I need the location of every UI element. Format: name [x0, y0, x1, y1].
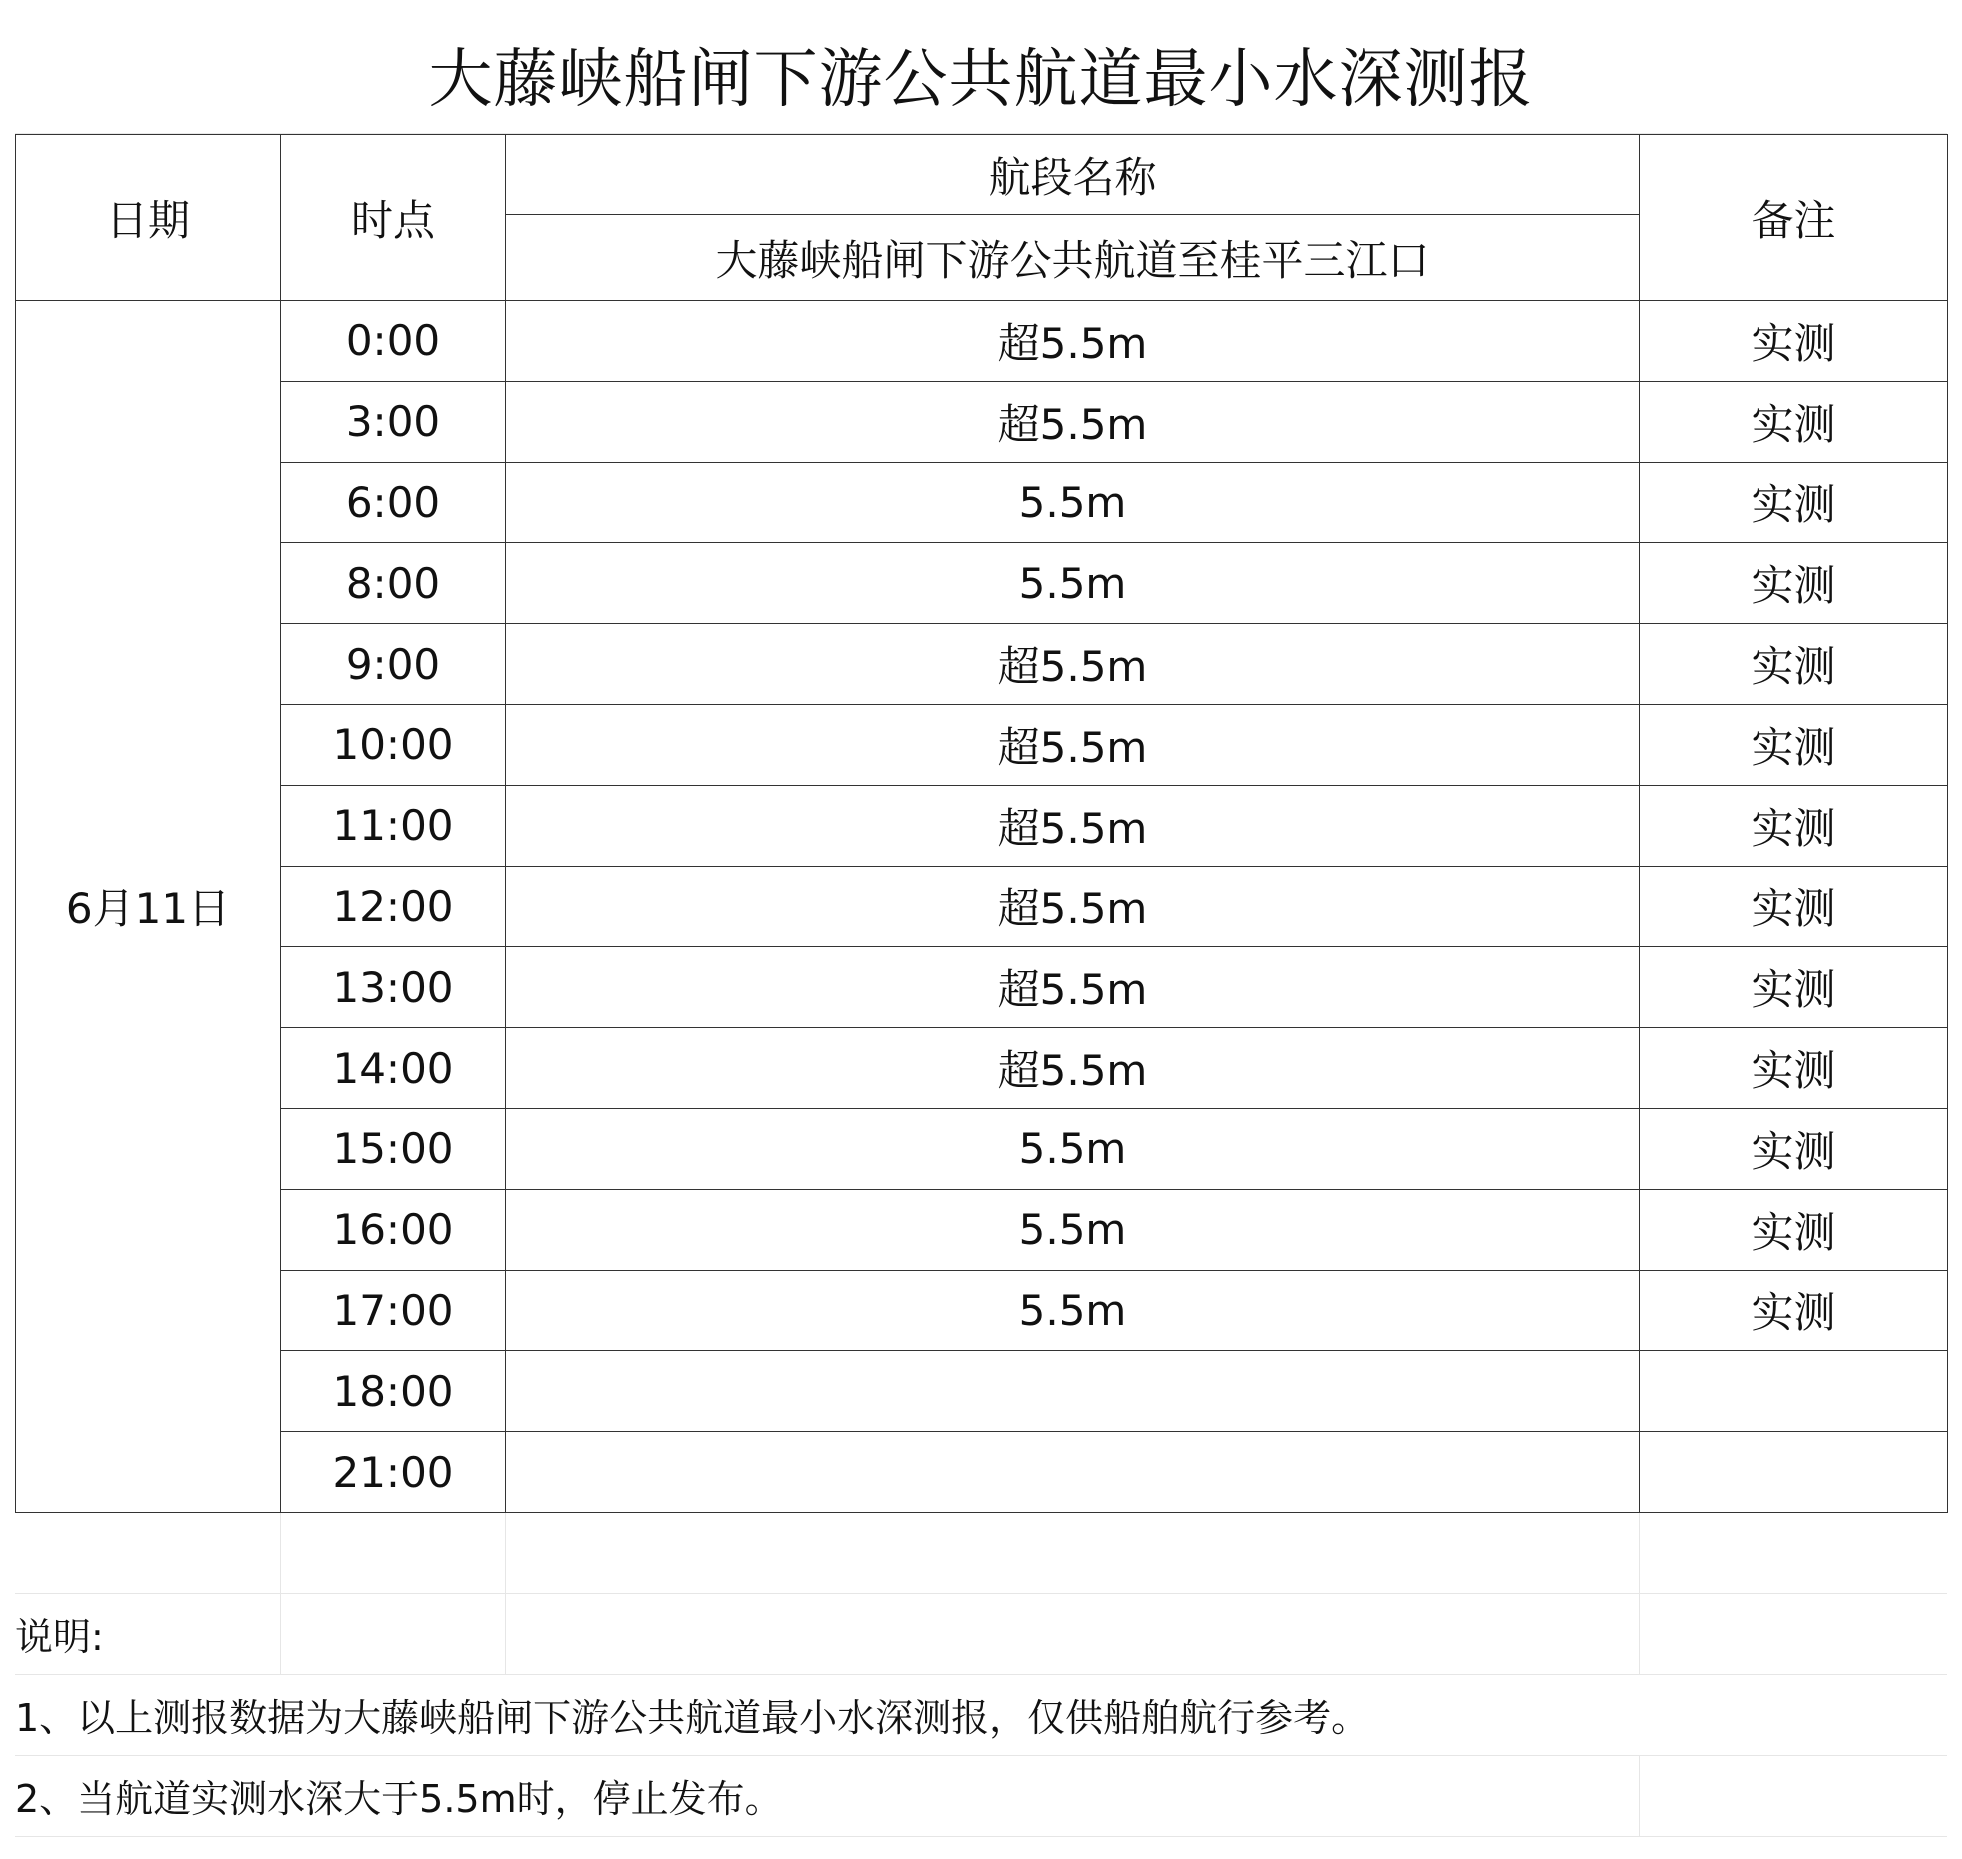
- depth-cell: 5.5m: [506, 462, 1640, 543]
- table-row: [16, 1270, 1948, 1351]
- depth-cell: [506, 1432, 1640, 1513]
- remark-cell: 实测: [1640, 1108, 1948, 1189]
- remark-cell: 实测: [1640, 301, 1948, 382]
- report-title: 大藤峡船闸下游公共航道最小水深测报: [15, 15, 1947, 134]
- depth-cell: 5.5m: [506, 1189, 1640, 1270]
- note-line-2-row: [15, 1756, 1947, 1837]
- table-row: [16, 462, 1948, 543]
- table-row: [16, 624, 1948, 705]
- remark-cell: 实测: [1640, 947, 1948, 1028]
- remark-cell: 实测: [1640, 624, 1948, 705]
- remark-cell: 实测: [1640, 1270, 1948, 1351]
- grid-line: [505, 1594, 506, 1674]
- table-row: [16, 704, 1948, 785]
- time-cell: 9:00: [281, 624, 506, 705]
- report-sheet: [15, 15, 1947, 1837]
- grid-line: [280, 1513, 281, 1593]
- time-cell: 6:00: [281, 462, 506, 543]
- table-row: [16, 1432, 1948, 1513]
- grid-line: [505, 1513, 506, 1593]
- note-line-2: 2、当航道实测水深大于5.5m时，停止发布。: [15, 1777, 783, 1822]
- depth-cell: 超5.5m: [506, 704, 1640, 785]
- table-row: [16, 947, 1948, 1028]
- time-cell: 13:00: [281, 947, 506, 1028]
- depth-table: [15, 134, 1948, 1513]
- remark-cell: 实测: [1640, 1189, 1948, 1270]
- depth-cell: 超5.5m: [506, 624, 1640, 705]
- table-row: [16, 381, 1948, 462]
- time-cell: 17:00: [281, 1270, 506, 1351]
- depth-cell: 超5.5m: [506, 1028, 1640, 1109]
- header-time: 时点: [281, 135, 506, 301]
- time-cell: 14:00: [281, 1028, 506, 1109]
- table-row: [16, 543, 1948, 624]
- notes-heading: 说明:: [15, 1615, 104, 1660]
- notes-heading-row: [15, 1594, 1947, 1675]
- table-row: [16, 1189, 1948, 1270]
- time-cell: 16:00: [281, 1189, 506, 1270]
- header-section-name: 航段名称: [506, 135, 1640, 215]
- grid-line: [280, 1594, 281, 1674]
- time-cell: 12:00: [281, 866, 506, 947]
- notes-section: [15, 1513, 1947, 1837]
- time-cell: 0:00: [281, 301, 506, 382]
- remark-cell: 实测: [1640, 381, 1948, 462]
- grid-line: [1639, 1513, 1640, 1593]
- time-cell: 8:00: [281, 543, 506, 624]
- grid-line: [1639, 1756, 1640, 1836]
- depth-cell: 超5.5m: [506, 947, 1640, 1028]
- remark-cell: 实测: [1640, 704, 1948, 785]
- remark-cell: 实测: [1640, 785, 1948, 866]
- depth-cell: 5.5m: [506, 543, 1640, 624]
- depth-cell: 超5.5m: [506, 785, 1640, 866]
- depth-cell: 5.5m: [506, 1270, 1640, 1351]
- time-cell: 10:00: [281, 704, 506, 785]
- remark-cell: [1640, 1432, 1948, 1513]
- depth-cell: 超5.5m: [506, 866, 1640, 947]
- remark-cell: 实测: [1640, 462, 1948, 543]
- table-row: [16, 1028, 1948, 1109]
- table-row: [16, 1108, 1948, 1189]
- depth-cell: 超5.5m: [506, 381, 1640, 462]
- table-row: [16, 1351, 1948, 1432]
- time-cell: 11:00: [281, 785, 506, 866]
- depth-cell: 5.5m: [506, 1108, 1640, 1189]
- remark-cell: 实测: [1640, 866, 1948, 947]
- header-remark: 备注: [1640, 135, 1948, 301]
- depth-cell: 超5.5m: [506, 301, 1640, 382]
- header-date: 日期: [16, 135, 281, 301]
- date-cell: 6月11日: [16, 301, 281, 1513]
- note-line-1: 1、以上测报数据为大藤峡船闸下游公共航道最小水深测报，仅供船舶航行参考。: [15, 1696, 1370, 1741]
- time-cell: 15:00: [281, 1108, 506, 1189]
- table-row: [16, 301, 1948, 382]
- table-row: [16, 866, 1948, 947]
- blank-row: [15, 1513, 1947, 1594]
- remark-cell: 实测: [1640, 1028, 1948, 1109]
- remark-cell: [1640, 1351, 1948, 1432]
- time-cell: 3:00: [281, 381, 506, 462]
- note-line-1-row: [15, 1675, 1947, 1756]
- time-cell: 21:00: [281, 1432, 506, 1513]
- depth-cell: [506, 1351, 1640, 1432]
- header-section-value: 大藤峡船闸下游公共航道至桂平三江口: [506, 215, 1640, 301]
- time-cell: 18:00: [281, 1351, 506, 1432]
- grid-line: [1639, 1594, 1640, 1674]
- table-row: [16, 785, 1948, 866]
- remark-cell: 实测: [1640, 543, 1948, 624]
